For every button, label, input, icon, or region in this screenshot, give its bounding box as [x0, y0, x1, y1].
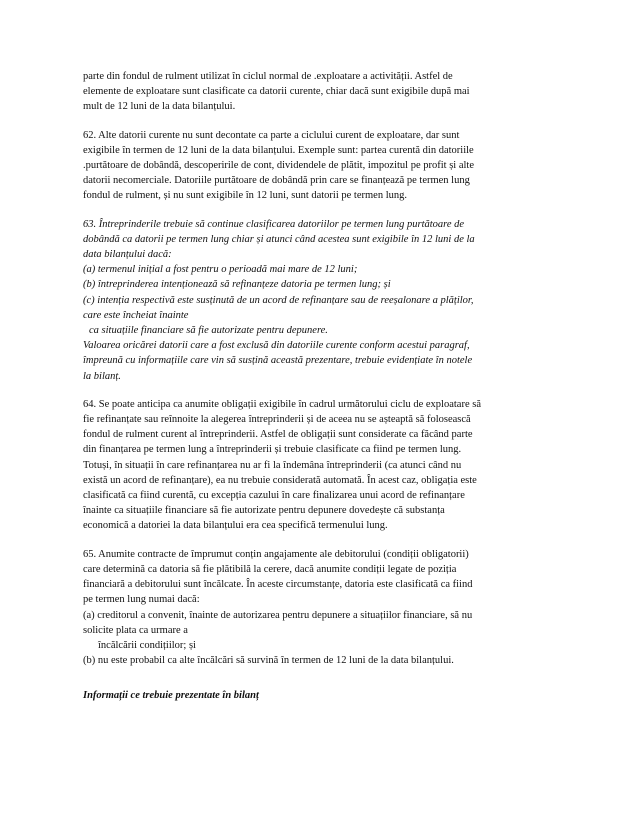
paragraph-63: [83, 217, 573, 384]
paragraph-continuation: [83, 69, 573, 115]
text-line: 63. Întreprinderile trebuie să continue clasificarea datoriilor pe termen lung purtătoare de: [83, 218, 465, 230]
indented-line: încălcării condițiilor; și: [98, 639, 196, 651]
text-line: 64. Se poate anticipa ca anumite obligații exigibile în cadrul următorului ciclu de exploatare să: [83, 398, 481, 410]
text-line: care determină ca datoria să fie plătibilă la cerere, dacă anumite condiții legate de poziția: [83, 563, 457, 575]
paragraph-62: [83, 128, 573, 204]
text-line: dobândă ca datorii pe termen lung chiar și atunci când acestea sunt exigibile în 12 luni de la: [83, 233, 475, 245]
text-line: Valoarea oricărei datorii care a fost exclusă din datoriile curente conform acestui paragraf,: [83, 340, 470, 352]
list-item-c: (c) intenția respectivă este susținută de un acord de refinanțare sau de reeșalonare a plăților,: [83, 294, 474, 306]
text-line: clasificată ca fiind curentă, cu excepția cazului în care finalizarea unui acord de refinanțare: [83, 490, 465, 502]
text-line: elemente de exploatare sunt clasificate ca datorii curente, chiar dacă sunt exigibile după mai: [83, 86, 470, 98]
text-line: exigibile în termen de 12 luni de la data bilanțului. Exemple sunt: partea curentă din datoriile: [83, 144, 474, 156]
text-line: fie refinanțate sau reînnoite la alegerea întreprinderii și de aceea nu se așteaptă să folosească: [83, 414, 471, 426]
list-item-a: (a) termenul inițial a fost pentru o perioadă mai mare de 12 luni;: [83, 264, 358, 276]
text-line: din finanțarea pe termen lung a întreprinderii și trebuie clasificate ca fiind pe termen lung.: [83, 444, 462, 456]
text-line: 65. Anumite contracte de împrumut conțin angajamente ale debitorului (condiții obligatorii): [83, 548, 469, 560]
text-line: .purtătoare de dobândă, descoperirile de cont, dividendele de plătit, impozitul pe profit și alte: [83, 160, 474, 172]
text-line: pe termen lung numai dacă:: [83, 594, 200, 606]
text-line: solicite plata ca urmare a: [83, 624, 188, 636]
text-line: înainte ca situațiile financiare să fie autorizate pentru depunere dovedește că substanța: [83, 505, 445, 517]
text-line: la bilanț.: [83, 370, 121, 382]
text-line: datorii necomerciale. Datoriile purtătoare de dobândă prin care se finanțează pe termen lung: [83, 175, 470, 187]
text-line: 62. Alte datorii curente nu sunt decontate ca parte a ciclului curent de exploatare, dar sunt: [83, 129, 460, 141]
text-line: fondul de rulment curent al întreprinderii. Astfel de obligații sunt considerate ca făcând parte: [83, 429, 473, 441]
text-line: financiară a debitorului sunt încălcate. În aceste circumstanțe, datoria este clasificată ca fiind: [83, 579, 473, 591]
list-item-b: (b) întreprinderea intenționează să refinanțeze datoria pe termen lung; și: [83, 279, 391, 291]
section-heading: Informații ce trebuie prezentate în bilanț: [83, 690, 259, 701]
text-line: care este încheiat înainte: [83, 309, 189, 321]
list-item-a: (a) creditorul a convenit, înainte de autorizarea pentru depunere a situațiilor financiare, să nu: [83, 609, 473, 621]
text-line: există un acord de refinanțare), ea nu trebuie considerată automată. În acest caz, obligația este: [83, 474, 477, 486]
paragraph-64: [83, 397, 573, 534]
paragraph-65: [83, 547, 573, 669]
text-line: împreună cu informațiile care vin să susțină această prezentare, trebuie evidențiate în notele: [83, 355, 473, 367]
list-item-b: (b) nu este probabil ca alte încălcări să survină în termen de 12 luni de la data bilanțului.: [83, 655, 454, 667]
text-line: economică a datoriei la data bilanțului era cea specifică termenului lung.: [83, 520, 388, 532]
text-line: fondul de rulment, și nu sunt exigibile în 12 luni, sunt datorii pe termen lung.: [83, 190, 407, 202]
text-line: mult de 12 luni de la data bilanțului.: [83, 101, 236, 113]
text-line: data bilanțului dacă:: [83, 249, 172, 261]
text-line: Totuși, în situații în care refinanțarea nu ar fi la îndemâna întreprinderii (ca atunci când nu: [83, 459, 462, 471]
indented-line: ca situațiile financiare să fie autorizate pentru depunere.: [89, 325, 328, 337]
text-line: parte din fondul de rulment utilizat în ciclul normal de .exploatare a activității. Astfel de: [83, 71, 453, 82]
document-body: [83, 69, 573, 681]
